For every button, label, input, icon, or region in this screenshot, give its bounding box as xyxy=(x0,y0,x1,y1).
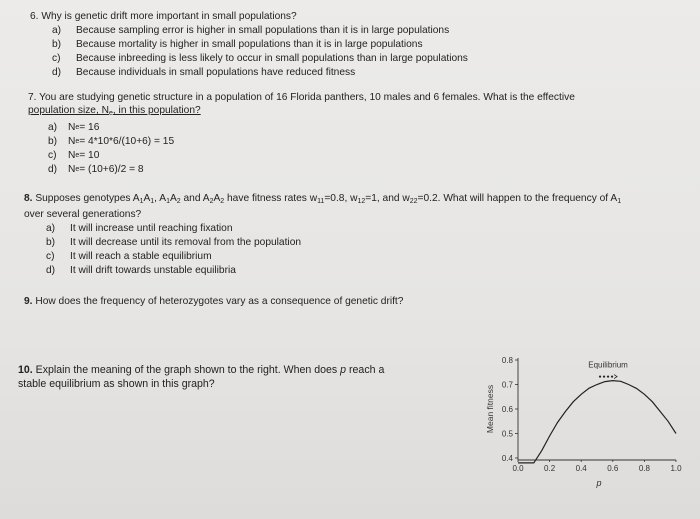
question-6-stem: 6. Why is genetic drift more important in small populations? xyxy=(30,11,297,22)
question-7-option-c[interactable]: c) N e = 10 xyxy=(48,150,100,161)
equilibrium-dot xyxy=(603,375,605,377)
x-tick-label: 0.4 xyxy=(575,464,587,473)
x-tick-label: 1.0 xyxy=(670,464,682,473)
question-8-options xyxy=(46,222,684,278)
question-6-option-d[interactable]: d) Because individuals in small populations have reduced fitness xyxy=(52,67,356,78)
question-7-option-d[interactable]: d) N e = (10+6)/2 = 8 xyxy=(48,164,144,175)
x-tick-label: 0.6 xyxy=(607,464,619,473)
y-axis-label: Mean fitness xyxy=(485,384,495,434)
question-6-options xyxy=(52,24,670,80)
y-tick-label: 0.6 xyxy=(501,405,513,414)
equilibrium-dot xyxy=(599,375,601,377)
mean-fitness-chart xyxy=(480,350,690,510)
equilibrium-dot xyxy=(611,375,613,377)
question-9-stem: How does the frequency of heterozygotes vary as a consequence of genetic drift? xyxy=(32,296,404,307)
equilibrium-label: Equilibrium xyxy=(588,360,628,370)
question-7-options xyxy=(48,121,668,177)
question-6-option-b[interactable]: b) Because mortality is higher in small populations than it is in large populations xyxy=(52,39,423,50)
x-tick-label: 0.2 xyxy=(544,464,556,473)
mean-fitness-curve xyxy=(518,381,676,463)
question-7-option-b[interactable]: b) N e = 4*10*6/(10+6) = 15 xyxy=(48,136,175,147)
question-10: 10. Explain the meaning of the graph shown to the right. When does p reach a stable equilibrium as shown in this graph? xyxy=(18,364,385,390)
x-tick-label: 0.8 xyxy=(638,464,650,473)
question-8-stem: 8. Supposes genotypes $A_1A_1$, $A_1A_2$ and $A_2A_2$ have fitness rates $w_{11}=0.8$, $w_{12}=1$, and $w_{22}=0.2$. What will happen to the frequency of $A_1$ over several generations? xyxy=(24,193,622,220)
question-8 xyxy=(24,192,684,278)
y-tick-label: 0.7 xyxy=(501,380,513,390)
question-7-option-a[interactable]: a) N e = 16 xyxy=(48,122,100,133)
y-ticks xyxy=(502,356,518,463)
question-7 xyxy=(28,91,668,177)
y-tick-label: 0.8 xyxy=(501,356,513,365)
question-8-option-a[interactable]: a) It will increase until reaching fixation xyxy=(46,223,233,234)
y-tick-label: 0.4 xyxy=(501,454,513,463)
question-6-option-a[interactable]: a) Because sampling error is higher in small populations than it is in large populations xyxy=(52,25,450,36)
question-8-option-d[interactable]: d) It will drift towards unstable equilibria xyxy=(46,265,236,276)
question-8-option-b[interactable]: b) It will decrease until its removal from the population xyxy=(46,237,302,248)
x-axis-label: p xyxy=(596,478,602,488)
question-7-stem: 7. You are studying genetic structure in a population of 16 Florida panthers, 10 males and 6 females. What is the effective population size, $N_e$, in this population? xyxy=(28,92,575,117)
chart-axes xyxy=(518,358,676,460)
question-8-option-c[interactable]: c) It will reach a stable equilibrium xyxy=(46,251,212,262)
question-6-option-c[interactable]: c) Because inbreeding is less likely to occur in small populations than in large populations xyxy=(52,53,468,64)
question-6 xyxy=(30,10,670,80)
equilibrium-marker xyxy=(599,375,617,379)
x-ticks xyxy=(512,460,682,473)
y-tick-label: 0.5 xyxy=(501,429,513,439)
equilibrium-arrow xyxy=(614,375,617,379)
question-9: 9. How does the frequency of heterozygotes vary as a consequence of genetic drift? xyxy=(24,296,404,307)
x-tick-label: 0.0 xyxy=(512,464,524,473)
equilibrium-dot xyxy=(607,375,609,377)
